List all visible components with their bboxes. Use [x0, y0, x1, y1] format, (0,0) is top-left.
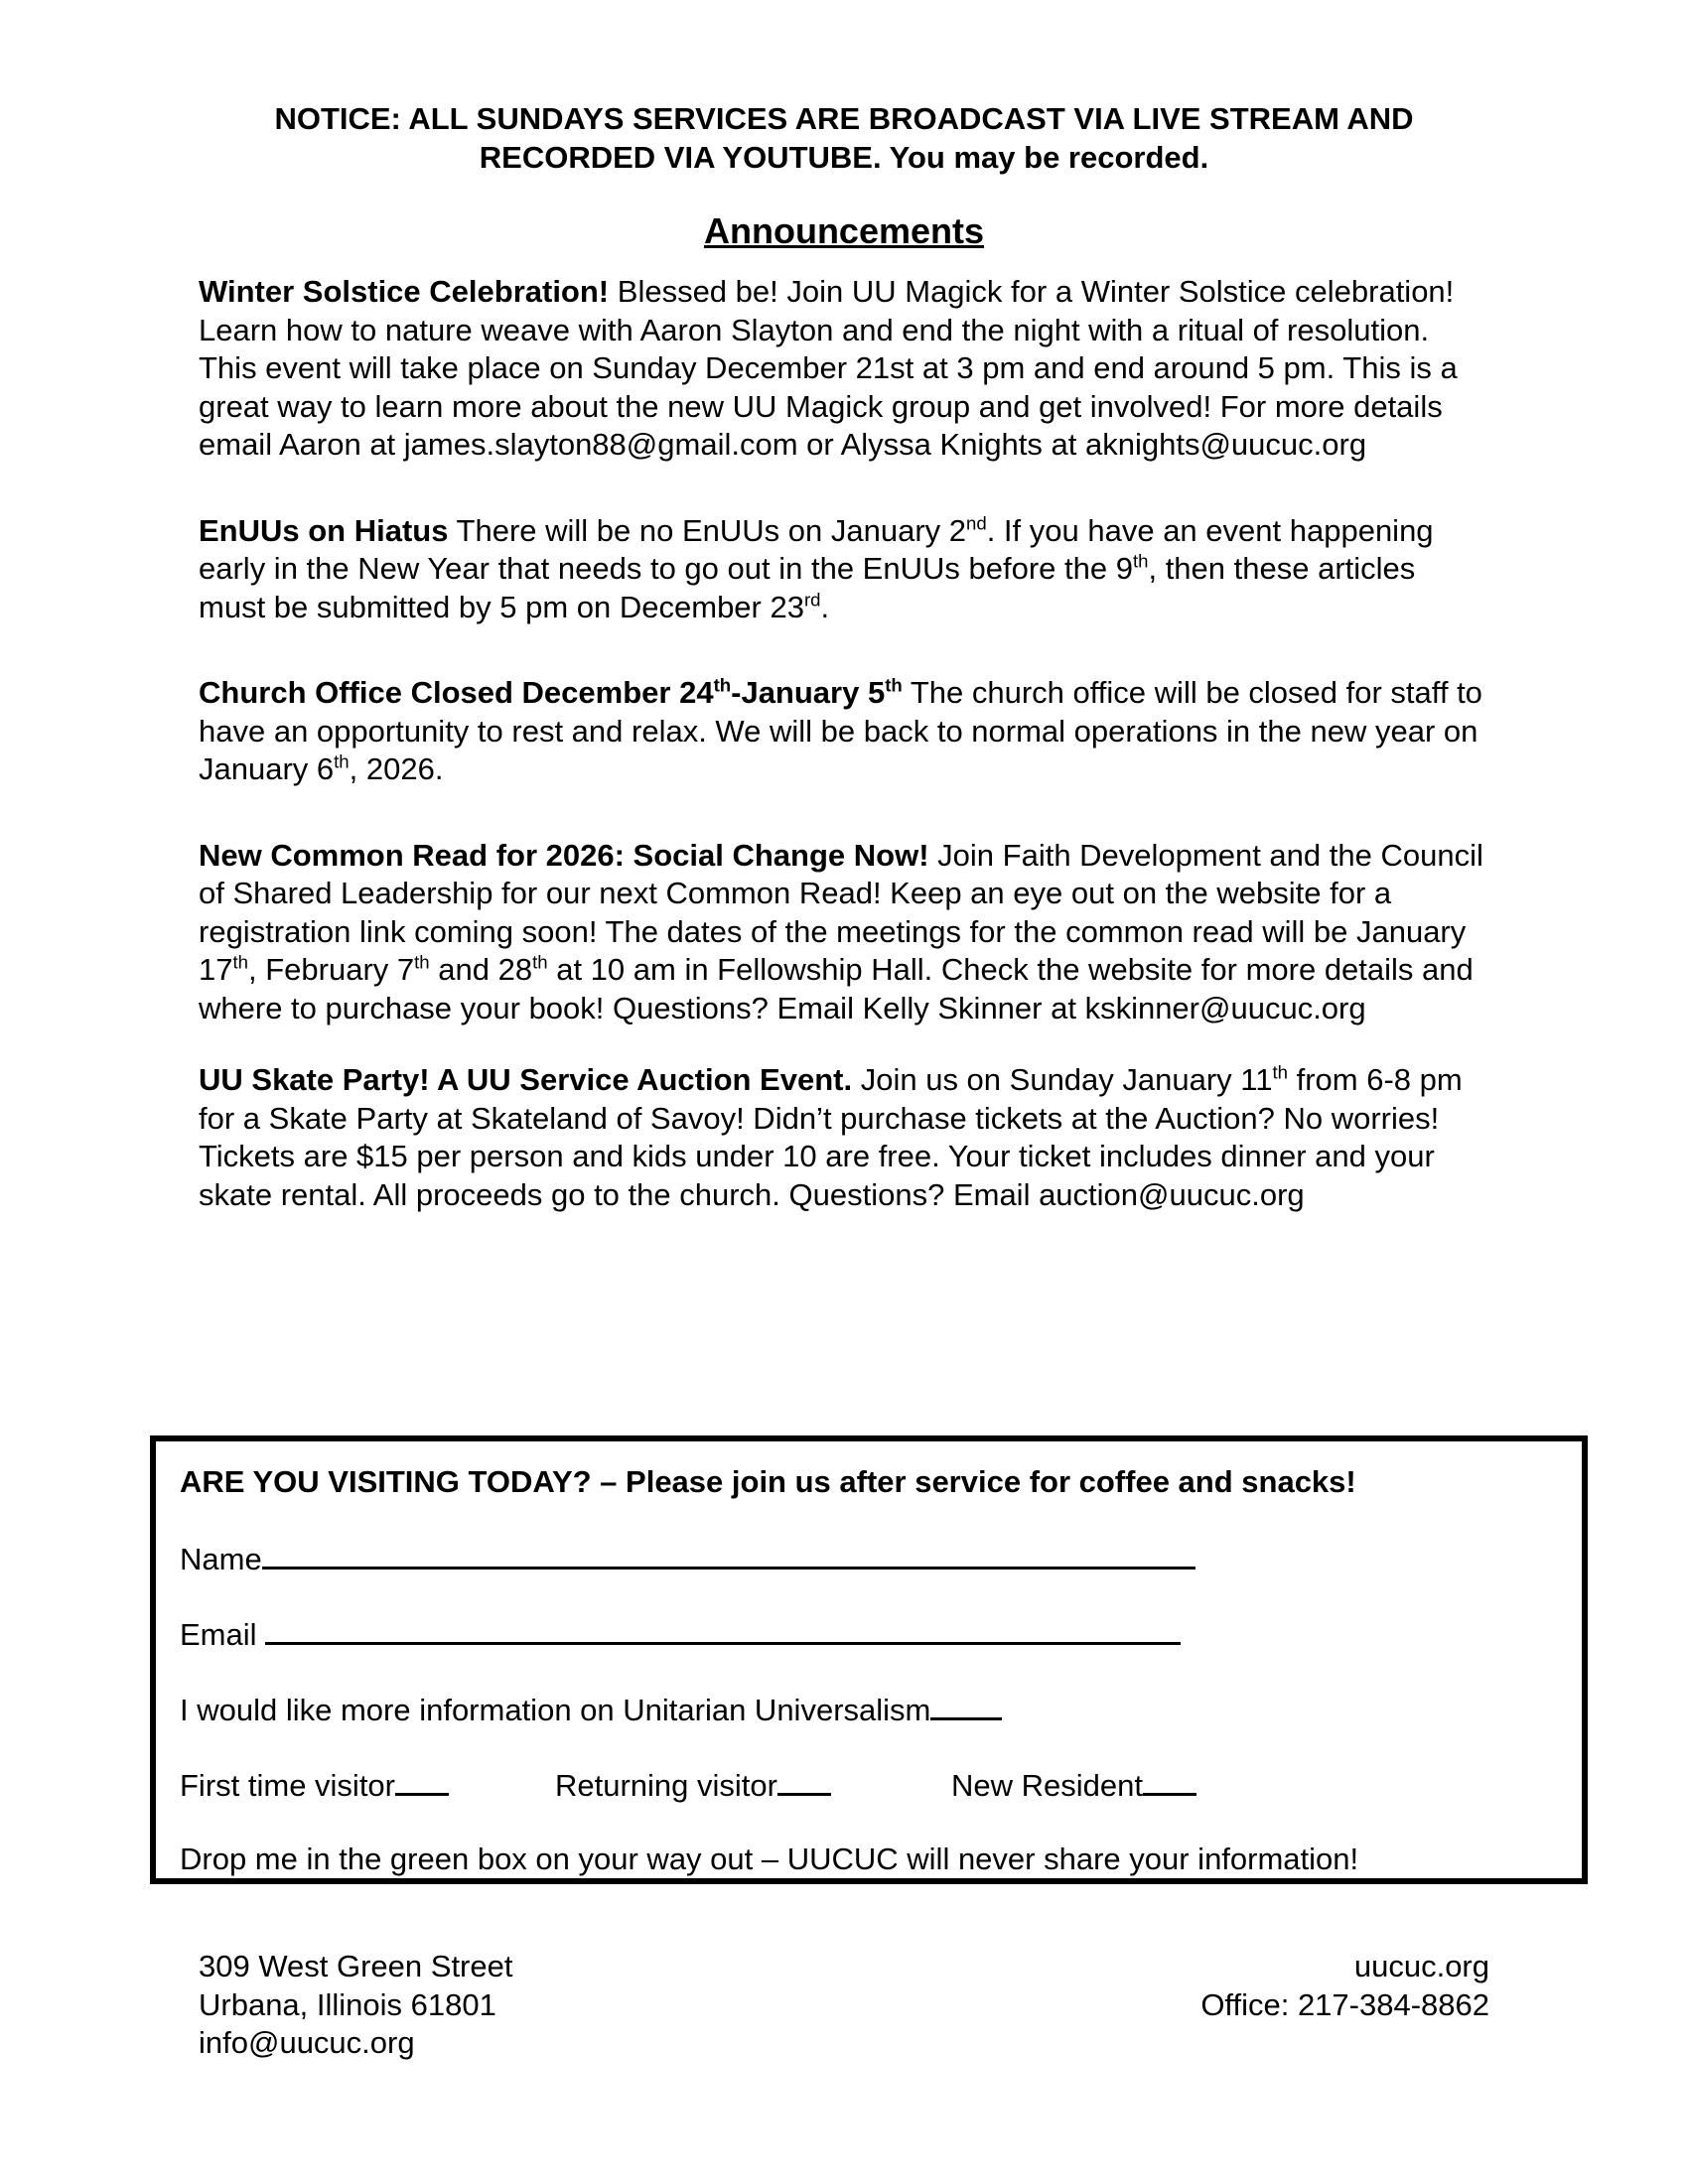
first-time-checkbox[interactable] [395, 1765, 449, 1796]
name-row [180, 1539, 1196, 1578]
ordinal-suffix: th [1132, 550, 1149, 572]
announcement-body: Join Faith Development and the Council of Shared Leadership for our next Common Read! Keep an eye out on the website for a registration link coming soon! The dates of the meetings for the common read will be January 17 [199, 837, 1483, 987]
drop-note: Drop me in the green box on your way out – UUCUC will never share your information! [180, 1842, 1359, 1876]
info-row [180, 1690, 1002, 1729]
ordinal-suffix: th [414, 951, 430, 973]
ordinal-suffix: th [1272, 1061, 1288, 1083]
footer-email: info@uucuc.org [199, 2025, 415, 2060]
announcement-body: , then these articles must be submitted by 5 pm on December 23 [199, 551, 1416, 624]
info-label: I would like more information on Unitarian Universalism [180, 1693, 931, 1727]
address-street: 309 West Green Street [199, 1949, 513, 1983]
email-label: Email [180, 1617, 257, 1652]
name-field[interactable] [262, 1539, 1196, 1570]
footer-website: uucuc.org [1353, 1949, 1489, 1983]
announcement-body: , February 7 [248, 952, 415, 987]
announcement-body: , 2026. [349, 751, 444, 786]
notice-line-1: NOTICE: ALL SUNDAYS SERVICES ARE BROADCAST VIA LIVE STREAM AND [274, 101, 1414, 136]
announcement-body: Join us on Sunday January 11 [860, 1062, 1273, 1097]
broadcast-notice [199, 99, 1489, 177]
ordinal-suffix: nd [966, 512, 987, 534]
announcements-list [199, 273, 1489, 1262]
info-checkbox[interactable] [930, 1690, 1002, 1720]
title-part: Church Office Closed December 24 [199, 675, 714, 710]
visitor-type-row [180, 1765, 449, 1805]
announcement-body: at 10 am in Fellowship Hall. Check the website for more details and where to purchase your book! Questions? Email Kelly Skinner at kskinner@uucuc.org [199, 952, 1474, 1025]
title-part: -January 5 [731, 675, 886, 710]
returning-label: Returning visitor [555, 1768, 777, 1803]
announcement-body: from 6-8 pm for a Skate Party at Skateland of Savoy! Didn’t purchase tickets at the Auction? No worries! Tickets are $15 per person and kids under 10 are free. Your ticket includes dinner and your skate rental. All proceeds go to the church. Questions? Email auction@uucuc.org [199, 1062, 1463, 1212]
visitor-card [150, 1435, 1588, 1884]
announcement-body: Blessed be! Join UU Magick for a Winter Solstice celebration! Learn how to nature weave with Aaron Slayton and end the night with a ritual of resolution. This event will take place on Sunday December 21st at 3 pm and end around 5 pm. This is a great way to learn more about the new UU Magick group and get involved! For more details email Aaron at james.slayton88@gmail.com or Alyssa Knights at aknights@uucuc.org [199, 274, 1458, 462]
announcement-body: The church office will be closed for staff to have an opportunity to rest and relax. We will be back to normal operations in the new year on January 6 [199, 675, 1482, 786]
announcement-title: UU Skate Party! A UU Service Auction Event. [199, 1062, 853, 1097]
announcement-title: New Common Read for 2026: Social Change Now! [199, 837, 929, 873]
announcement-body: . If you have an event happening early in the New Year that needs to go out in the EnUUs before the 9 [199, 512, 1434, 586]
new-resident-option [951, 1765, 1196, 1805]
announcement-title: EnUUs on Hiatus [199, 512, 449, 548]
notice-line-2: RECORDED VIA YOUTUBE. You may be recorded. [479, 140, 1209, 175]
name-label: Name [180, 1542, 262, 1576]
returning-checkbox[interactable] [777, 1765, 831, 1796]
returning-option [555, 1765, 831, 1805]
new-resident-checkbox[interactable] [1143, 1765, 1196, 1796]
ordinal-suffix: th [713, 674, 732, 696]
new-resident-label: New Resident [951, 1768, 1143, 1803]
announcement-enuus [199, 512, 1489, 627]
announcement-common-read [199, 837, 1489, 1028]
email-field[interactable] [265, 1614, 1181, 1645]
first-time-label: First time visitor [180, 1768, 395, 1803]
announcement-body: . [820, 589, 830, 624]
announcement-office-closed [199, 674, 1489, 789]
address-city: Urbana, Illinois 61801 [199, 1986, 496, 2022]
footer-address [199, 1948, 512, 2063]
footer-phone: Office: 217-384-8862 [1200, 1986, 1489, 2022]
announcement-skate-party [199, 1061, 1489, 1214]
ordinal-suffix: th [885, 674, 903, 696]
visitor-card-title: ARE YOU VISITING TODAY? – Please join us after service for coffee and snacks! [180, 1464, 1356, 1499]
page-title: Announcements [703, 210, 985, 251]
footer-contact [1200, 1948, 1489, 2024]
announcement-title: Winter Solstice Celebration! [199, 274, 610, 309]
announcement-body: There will be no EnUUs on January 2 [456, 512, 967, 548]
announcement-title [199, 675, 903, 710]
ordinal-suffix: th [232, 951, 248, 973]
ordinal-suffix: rd [803, 589, 821, 611]
announcement-body: and 28 [429, 952, 533, 987]
announcement-solstice [199, 273, 1489, 465]
email-row [180, 1614, 1181, 1654]
ordinal-suffix: th [532, 951, 548, 973]
ordinal-suffix: th [334, 751, 350, 772]
